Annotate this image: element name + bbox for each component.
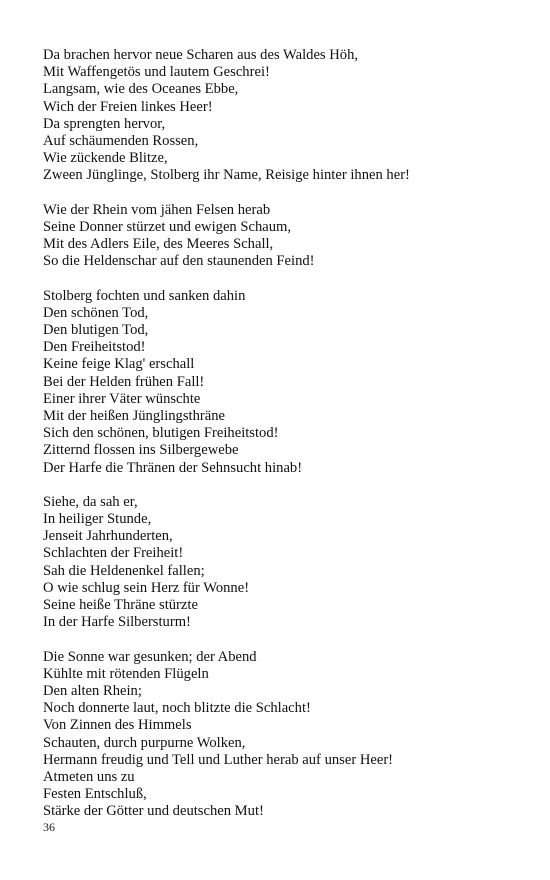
poem-line: Wie der Rhein vom jähen Felsen herab	[43, 201, 271, 218]
poem-line: Den Freiheitstod!	[43, 339, 146, 356]
poem-line: Sah die Heldenenkel fallen;	[43, 562, 205, 579]
poem-line: Schlachten der Freiheit!	[43, 545, 184, 562]
poem-line: Siehe, da sah er,	[43, 493, 138, 510]
poem-line: Sich den schönen, blutigen Freiheitstod!	[43, 425, 279, 442]
poem-line: So die Heldenschar auf den staunenden Feind!	[43, 253, 315, 270]
poem-line: Kühlte mit rötenden Flügeln	[43, 665, 209, 682]
poem-line: Einer ihrer Väter wünschte	[43, 390, 201, 407]
poem-line: Festen Entschluß,	[43, 786, 147, 803]
poem-line: Wich der Freien linkes Heer!	[43, 98, 213, 115]
poem-line: Mit des Adlers Eile, des Meeres Schall,	[43, 236, 274, 253]
stanza-5	[43, 649, 523, 821]
poem-line: Mit Waffengetös und lautem Geschrei!	[43, 64, 270, 81]
poem-line: Da brachen hervor neue Scharen aus des Waldes Höh,	[43, 47, 359, 63]
poem-line: In heiliger Stunde,	[43, 511, 152, 528]
poem-line: Von Zinnen des Himmels	[43, 717, 192, 734]
poem-line: Hermann freudig und Tell und Luther herab auf unser Heer!	[43, 751, 394, 768]
poem-line: Stolberg fochten und sanken dahin	[43, 287, 246, 304]
poem-line: Langsam, wie des Oceanes Ebbe,	[43, 81, 239, 98]
poem-line: Mit der heißen Jünglingsthräne	[43, 407, 225, 424]
stanza-3	[43, 288, 523, 477]
poem-line: Da sprengten hervor,	[43, 115, 166, 132]
poem-line: Wie zückende Blitze,	[43, 150, 168, 167]
poem-text	[43, 47, 523, 838]
poem-line: Zween Jünglinge, Stolberg ihr Name, Reisige hinter ihnen her!	[43, 167, 410, 184]
poem-line: Seine Donner stürzet und ewigen Schaum,	[43, 218, 292, 235]
stanza-2	[43, 202, 523, 271]
stanza-1	[43, 47, 523, 185]
poem-line: Atmeten uns zu	[43, 768, 135, 785]
poem-line: Stärke der Götter und deutschen Mut!	[43, 803, 264, 820]
poem-line: Den schönen Tod,	[43, 304, 149, 321]
poem-line: In der Harfe Silbersturm!	[43, 614, 191, 631]
poem-line: Zitternd flossen ins Silbergewebe	[43, 442, 239, 459]
poem-line: Seine heiße Thräne stürzte	[43, 597, 198, 613]
poem-line: Noch donnerte laut, noch blitzte die Schlacht!	[43, 700, 311, 717]
poem-line: Keine feige Klag' erschall	[43, 356, 195, 373]
poem-line: Der Harfe die Thränen der Sehnsucht hinab!	[43, 459, 303, 476]
poem-line: Jenseit Jahrhunderten,	[43, 528, 173, 545]
page-number: 36	[43, 820, 55, 834]
poem-line: Auf schäumenden Rossen,	[43, 132, 199, 149]
poem-line: O wie schlug sein Herz für Wonne!	[43, 579, 250, 596]
poem-line: Bei der Helden frühen Fall!	[43, 373, 205, 390]
poem-line: Den blutigen Tod,	[43, 322, 149, 338]
stanza-4	[43, 494, 523, 632]
poem-line: Schauten, durch purpurne Wolken,	[43, 734, 246, 751]
poem-line: Den alten Rhein;	[43, 682, 142, 699]
poem-line: Die Sonne war gesunken; der Abend	[43, 648, 257, 665]
